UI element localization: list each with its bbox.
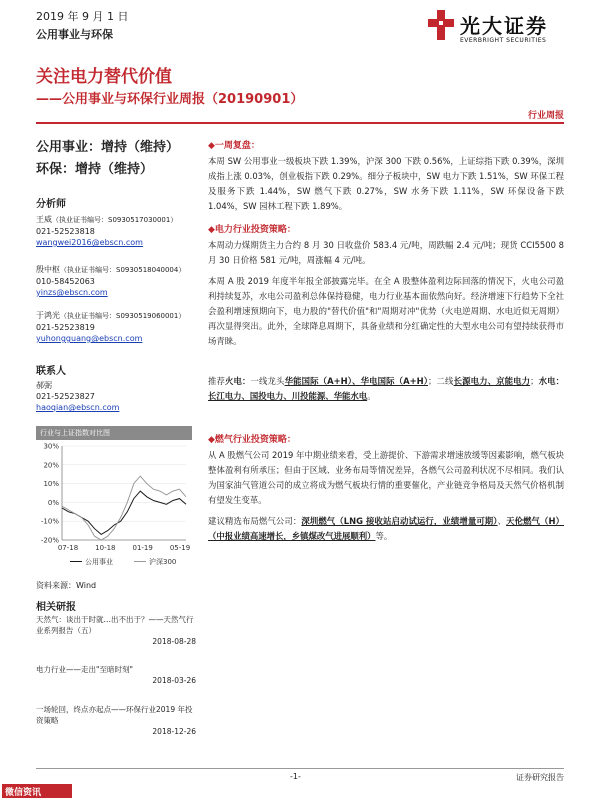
related-date: 2018-08-28 — [152, 637, 196, 646]
recommend-lead: 推荐 — [208, 376, 226, 386]
x-tick-label: 10-18 — [95, 544, 116, 552]
power-heading: ◆电力行业投资策略： — [208, 225, 296, 235]
sector-name: 公用事业与环保 — [36, 28, 113, 41]
related-item[interactable] — [36, 664, 196, 686]
analyst-license: （执业证书编号：S0930518040004） — [60, 266, 186, 274]
x-tick-label: 01-19 — [132, 544, 153, 552]
contact-name: 郝弼 — [36, 381, 52, 390]
analyst-block — [36, 310, 206, 344]
tier2-stocks: 长源电力、京能电力 — [453, 376, 531, 386]
analyst-phone: 021-52523819 — [36, 323, 95, 332]
y-tick-label: 10% — [43, 480, 59, 489]
company-logo — [428, 10, 558, 48]
analyst-block — [36, 264, 206, 298]
series-line — [62, 476, 186, 540]
analyst-line — [36, 310, 206, 322]
doc-type: 行业周报 — [527, 111, 564, 121]
header-divider — [36, 122, 564, 124]
gas-paragraph-1: 从 A 股燃气公司 2019 年中期业绩来看，受上游提价、下游需求增速放缓等因素影响，燃气板块整体盈利有所承压；但由于区域、业务布局等情况差异，各燃气公司盈利状况不尽相同。我们认为国家油气管道公司的成立将成为燃气板块行情的重要催化，产业链竞争格局及天然气价格机制有望发生变革。 — [208, 450, 564, 505]
analyst-line — [36, 264, 206, 276]
analyst-phone: 010-58452063 — [36, 277, 95, 286]
contact-email[interactable]: haoqian@ebscn.com — [36, 403, 120, 412]
separator: ； — [530, 376, 539, 386]
power-paragraph-2: 本周 A 股 2019 年度半年报全部披露完毕。在全 A 股整体盈利边际回落的情况下，火电公司盈利持续复苏，水电公司盈利总体保持稳健，电力行业基本面依然向好。经济增速下行趋势下全社会盈利增速预期向下，电力股的"替代价值"和"周期对冲"优势（火电逆周期、水电近似无周期）再次显得突出。此外，全球降息周期下，具备业绩和分红确定性的大型水电公司有望持续获得市场青睐。 — [208, 276, 564, 346]
analyst-name: 于鸿光 — [36, 311, 60, 320]
logo-text-en: EVERBRIGHT SECURITIES — [460, 37, 547, 44]
tier1-label: 一线龙头 — [250, 376, 285, 386]
power-paragraph-3 — [208, 374, 564, 404]
chart-source: 资料来源：Wind — [36, 581, 97, 590]
analysts-heading: 分析师 — [36, 199, 66, 210]
x-tick-label: 05-19 — [169, 544, 191, 552]
gas-lead: 建议精选布局燃气公司： — [208, 516, 302, 526]
x-tick-label: 07-18 — [57, 544, 79, 552]
report-date: 2019 年 9 月 1 日 — [36, 10, 129, 23]
chart-title: 行业与上证指数对比图 — [40, 429, 110, 437]
related-title: 电力行业——走出"至暗时刻" — [36, 665, 133, 674]
related-date: 2018-12-26 — [152, 727, 196, 736]
related-date: 2018-03-26 — [152, 676, 196, 685]
hydro-label: 水电： — [538, 376, 565, 386]
tier2-label: ；二线 — [428, 376, 454, 386]
review-text: 本周 SW 公用事业一级板块下跌 1.39%，沪深 300 下跌 0.56%，上证综指下跌 0.39%，深圳成指上涨 0.03%，创业板指下跌 0.29%。细分子板块中，SW 电力下跌 1.51%，SW 环保工程及服务下跌 1.44%，SW 燃气下跌 0.27%，SW 水务下跌 1.11%，SW 环保设备下跌 1.04%，SW 园林工程下跌 1.89%。 — [208, 156, 564, 211]
contact-phone: 021-52523827 — [36, 392, 95, 401]
period: 。 — [367, 391, 376, 401]
hydro-stocks: 长江电力、国投电力、川投能源、华能水电 — [208, 391, 368, 401]
chart-plot — [36, 440, 192, 578]
rating-utilities: 公用事业：增持（维持） — [36, 140, 180, 155]
legend-label: 公用事业 — [85, 558, 113, 566]
analyst-email[interactable]: yinzs@ebscn.com — [36, 288, 108, 297]
gas-end: 等。 — [375, 531, 393, 541]
contact-heading: 联系人 — [36, 366, 66, 377]
y-tick-label: 30% — [43, 442, 59, 451]
analyst-license: （执业证书编号：S0930517030001） — [52, 216, 178, 224]
report-title: 关注电力替代价值 — [36, 67, 172, 87]
gas-stock-2: 天伦燃气（H）（中报业绩高速增长，乡镇煤改气进展顺利） — [208, 516, 565, 541]
analyst-license: （执业证书编号：S0930519060001） — [60, 312, 186, 320]
gas-stock-1: 深圳燃气（LNG 接收站启动试运行，业绩增量可期） — [301, 516, 498, 526]
comparison-chart — [36, 426, 192, 578]
y-tick-label: 0% — [47, 498, 59, 507]
series-line — [62, 491, 186, 534]
gas-paragraph-2 — [208, 514, 564, 544]
y-tick-label: -10% — [40, 517, 59, 526]
separator: 、 — [497, 516, 507, 526]
power-paragraph-1: 本周动力煤期货主力合约 8 月 30 日收盘价 583.4 元/吨，周跌幅 2.4 元/吨；现货 CCI5500 8 月 30 日价格 581 元/吨，周涨幅 4 元/吨。 — [208, 240, 564, 265]
contact-block — [36, 380, 206, 413]
fire-power-label: 火电： — [225, 376, 251, 386]
tier1-stocks: 华能国际（A+H）、华电国际（A+H） — [284, 376, 429, 386]
footer-label: 证券研究报告 — [516, 773, 564, 782]
analyst-email[interactable]: wangwei2016@ebscn.com — [36, 238, 143, 247]
related-item[interactable] — [36, 614, 196, 647]
gas-heading: ◆燃气行业投资策略： — [208, 435, 296, 445]
footer-divider — [36, 768, 564, 769]
related-title: 天然气：谈出于时就…出不出于？——天然气行业系列报告（五） — [36, 615, 194, 635]
legend-label: 沪深300 — [149, 558, 177, 566]
related-heading: 相关研报 — [36, 602, 76, 613]
analyst-name: 殷中枢 — [36, 265, 60, 274]
related-item[interactable] — [36, 704, 196, 737]
logo-mark-icon — [428, 10, 454, 40]
report-subtitle: ——公用事业与环保行业周报（20190901） — [36, 92, 304, 107]
analyst-phone: 021-52523818 — [36, 227, 95, 236]
y-tick-label: 20% — [43, 461, 59, 470]
analyst-name: 王威 — [36, 215, 52, 224]
rating-environment: 环保：增持（维持） — [36, 162, 154, 177]
analyst-line — [36, 214, 206, 226]
logo-text-cn: 光大证券 — [460, 14, 548, 38]
related-title: 一场轮回，终点亦起点——环保行业2019 年投资策略 — [36, 705, 193, 725]
watermark — [2, 784, 72, 798]
y-tick-label: -20% — [40, 536, 59, 545]
watermark-text: 微信资讯 — [5, 788, 42, 798]
chart-title-bar — [36, 426, 192, 440]
page-number: -1- — [290, 772, 301, 781]
analyst-block — [36, 214, 206, 248]
review-heading: ◆一周复盘： — [208, 141, 260, 151]
analyst-email[interactable]: yuhongguang@ebscn.com — [36, 334, 143, 343]
